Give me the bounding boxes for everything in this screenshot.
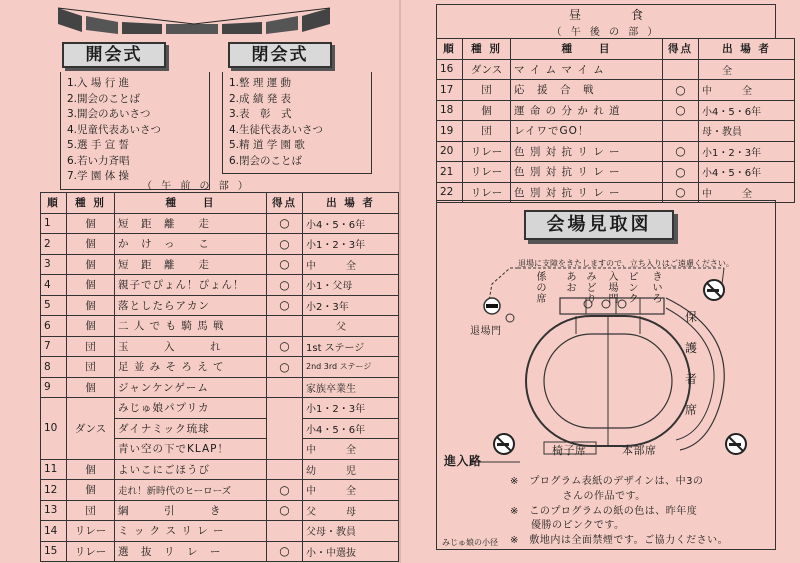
- row-number: 3: [41, 254, 67, 275]
- no-smoking-icon: [704, 280, 724, 300]
- column-header: 得点: [267, 193, 303, 214]
- row-points: ○: [267, 541, 303, 562]
- row-type: リレー: [67, 541, 115, 562]
- row-number: 21: [437, 162, 463, 183]
- row-number: 14: [41, 521, 67, 542]
- row-points: [267, 316, 303, 337]
- no-entry-notice: 退場に支障をきたしますので、立ち入りはご遠慮ください。: [518, 259, 734, 268]
- row-event: 綱 引 き: [115, 500, 267, 521]
- map-label-chair-area: 椅子席: [552, 444, 587, 457]
- row-event: 親子でぴょん！ぴょん！: [115, 275, 267, 296]
- row-number: 15: [41, 541, 67, 562]
- row-participants: 小4・5・6年: [303, 213, 399, 234]
- table-row: [41, 336, 399, 357]
- map-label-hq: 本部席: [622, 444, 657, 457]
- table-row: [41, 521, 399, 542]
- row-participants: 1st ステージ: [303, 336, 399, 357]
- column-header: 種 目: [115, 193, 267, 214]
- row-participants: 2nd 3rd ステージ: [303, 357, 399, 378]
- row-event: 色 別 対 抗 リ レ ー: [511, 182, 663, 203]
- row-number: 8: [41, 357, 67, 378]
- row-event: 短 距 離 走: [115, 254, 267, 275]
- row-event: 二 人 で も 騎 馬 戦: [115, 316, 267, 337]
- row-number: 4: [41, 275, 67, 296]
- row-number: 20: [437, 141, 463, 162]
- row-points: [663, 121, 699, 142]
- map-label-guardian-seats: 保 護 者 席: [684, 310, 710, 417]
- row-type: 個: [67, 480, 115, 501]
- column-header: 出 場 者: [699, 39, 795, 60]
- closing-ceremony-title: 閉会式: [228, 42, 332, 68]
- row-type: 団: [67, 336, 115, 357]
- row-participants: 小4・5・6年: [699, 100, 795, 121]
- table-row: [41, 500, 399, 521]
- row-type: 個: [67, 459, 115, 480]
- row-participants: 小・中選抜: [303, 541, 399, 562]
- row-participants: 小1・2・3年: [699, 141, 795, 162]
- row-participants: 中 全: [699, 182, 795, 203]
- column-header: 得点: [663, 39, 699, 60]
- row-points: ○: [267, 480, 303, 501]
- table-row: [41, 234, 399, 255]
- row-type: 個: [67, 377, 115, 398]
- row-participants: 小1・2・3年: [303, 398, 399, 419]
- row-type: 団: [67, 500, 115, 521]
- table-header-row: [437, 39, 795, 60]
- table-row: [437, 121, 795, 142]
- row-event: レイワでGO！: [511, 121, 663, 142]
- row-points: ○: [663, 141, 699, 162]
- map-label-pink: ピ ン ク: [628, 272, 639, 305]
- row-points: ○: [267, 234, 303, 255]
- row-number: 16: [437, 59, 463, 80]
- row-type: 個: [67, 234, 115, 255]
- row-points: ○: [663, 100, 699, 121]
- row-event: 色 別 対 抗 リ レ ー: [511, 162, 663, 183]
- lunch-header: [436, 4, 776, 38]
- row-points: [267, 377, 303, 398]
- lunch-title: 昼食: [568, 8, 693, 22]
- row-event: みじゅ娘パプリカ: [115, 398, 267, 419]
- row-type: リレー: [463, 141, 511, 162]
- row-points: ○: [267, 500, 303, 521]
- note-line: さんの作品です。: [510, 491, 646, 502]
- row-event: 色 別 対 抗 リ レ ー: [511, 141, 663, 162]
- row-number: 18: [437, 100, 463, 121]
- list-item: 5.選 手 宣 誓: [67, 139, 130, 151]
- no-smoking-icon: [726, 434, 746, 454]
- right-page: [400, 0, 800, 563]
- row-participants: 母・教員: [699, 121, 795, 142]
- row-type: 個: [67, 316, 115, 337]
- table-row: [41, 357, 399, 378]
- table-row: [41, 254, 399, 275]
- table-row: [41, 377, 399, 398]
- list-item: 2.成 績 発 表: [229, 92, 292, 105]
- row-event: マ イ ム マ イ ム: [511, 59, 663, 80]
- row-type: 個: [463, 100, 511, 121]
- morning-section-label: （ 午 前 の 部 ）: [142, 181, 251, 192]
- row-participants: 中 全: [303, 480, 399, 501]
- table-row: [41, 459, 399, 480]
- row-event: ミ ッ ク ス リ レ ー: [115, 521, 267, 542]
- row-event: 応 援 合 戦: [511, 80, 663, 101]
- row-event: 玉 入 れ: [115, 336, 267, 357]
- row-number: 13: [41, 500, 67, 521]
- row-type: リレー: [463, 162, 511, 183]
- row-number: 9: [41, 377, 67, 398]
- opening-ceremony-title: 開会式: [62, 42, 166, 68]
- note-line: 優勝のピンクです。: [510, 520, 625, 531]
- row-event: 選 抜 リ レ ー: [115, 541, 267, 562]
- morning-program-table: [40, 192, 399, 562]
- table-header-row: [41, 193, 399, 214]
- map-label-mido-a: あ お: [566, 272, 577, 294]
- closing-ceremony-list: [222, 72, 372, 174]
- note-line: ※ プログラム表紙のデザインは、中3の: [510, 476, 704, 487]
- row-participants: 中 全: [303, 254, 399, 275]
- row-number: 6: [41, 316, 67, 337]
- table-row: [41, 295, 399, 316]
- row-number: 19: [437, 121, 463, 142]
- table-row: [41, 398, 399, 419]
- row-points: [267, 459, 303, 480]
- column-header: 順: [437, 39, 463, 60]
- row-points: ○: [267, 357, 303, 378]
- list-item: 6.閉会のことば: [229, 154, 303, 167]
- row-event: 短 距 離 走: [115, 213, 267, 234]
- row-participants: 小4・5・6年: [699, 162, 795, 183]
- row-type: リレー: [463, 182, 511, 203]
- row-type: リレー: [67, 521, 115, 542]
- row-participants: 父 母: [303, 500, 399, 521]
- row-number: 17: [437, 80, 463, 101]
- afternoon-program-table: [436, 38, 795, 203]
- row-participants: 小1・2・3年: [303, 234, 399, 255]
- opening-ceremony-list: [60, 72, 210, 190]
- list-item: 3.開会のあいさつ: [67, 108, 151, 120]
- venue-map-title: 会場見取図: [524, 210, 674, 240]
- map-label-entry-gate: 入 場 門: [608, 272, 619, 305]
- table-row: [437, 80, 795, 101]
- row-event: ジャンケンゲーム: [115, 377, 267, 398]
- row-number: 2: [41, 234, 67, 255]
- table-row: [437, 100, 795, 121]
- row-event: 運 命 の 分 か れ 道: [511, 100, 663, 121]
- row-participants: 幼 児: [303, 459, 399, 480]
- column-header: 種 別: [67, 193, 115, 214]
- list-item: 6.若い力斉唱: [67, 154, 130, 167]
- row-points: [663, 59, 699, 80]
- row-points: ○: [267, 213, 303, 234]
- row-number: 5: [41, 295, 67, 316]
- row-number: 7: [41, 336, 67, 357]
- row-points: ○: [267, 275, 303, 296]
- row-event: 落としたらアカン: [115, 295, 267, 316]
- row-event: 足 並 み そ ろ え て: [115, 357, 267, 378]
- map-label-kiiro: き い ろ: [652, 272, 663, 305]
- row-type: 個: [67, 275, 115, 296]
- table-row: [437, 162, 795, 183]
- list-item: 5.精 道 学 園 歌: [229, 139, 305, 151]
- list-item: 4.生徒代表あいさつ: [229, 123, 324, 136]
- row-points: ○: [267, 295, 303, 316]
- table-row: [437, 141, 795, 162]
- table-row: [41, 275, 399, 296]
- list-item: 4.児童代表あいさつ: [67, 123, 162, 136]
- table-row: [41, 213, 399, 234]
- row-type: 団: [67, 357, 115, 378]
- column-header: 種 別: [463, 39, 511, 60]
- row-participants: 小2・3年: [303, 295, 399, 316]
- row-type: ダンス: [463, 59, 511, 80]
- row-points: ○: [267, 254, 303, 275]
- row-type: 個: [67, 254, 115, 275]
- row-participants: 父母・教員: [303, 521, 399, 542]
- row-type: 団: [463, 80, 511, 101]
- column-header: 出 場 者: [303, 193, 399, 214]
- row-event: 走れ！新時代のヒーローズ: [115, 480, 267, 501]
- row-points: ○: [663, 182, 699, 203]
- list-item: 7.学 園 体 操: [67, 170, 130, 182]
- row-points: ○: [663, 162, 699, 183]
- map-label-exit-gate: 退場門: [470, 326, 502, 337]
- column-header: 種 目: [511, 39, 663, 60]
- table-row: [41, 316, 399, 337]
- note-line: ※ 敷地内は全面禁煙です。ご協力ください。: [510, 535, 729, 546]
- map-label-staff-seats: 係 の 席: [536, 272, 547, 305]
- row-participants: 父: [303, 316, 399, 337]
- row-type: ダンス: [67, 398, 115, 460]
- row-event: ダイナミック琉球: [115, 418, 267, 439]
- list-item: 1.整 理 運 動: [229, 77, 292, 89]
- table-row: [437, 59, 795, 80]
- row-participants: 全: [699, 59, 795, 80]
- row-number: 1: [41, 213, 67, 234]
- row-participants: 中 全: [699, 80, 795, 101]
- map-label-mido-b: み ど り: [586, 272, 597, 305]
- row-points: ○: [267, 336, 303, 357]
- row-points: [267, 398, 303, 460]
- row-event: か け っ こ: [115, 234, 267, 255]
- row-type: 個: [67, 295, 115, 316]
- row-type: 個: [67, 213, 115, 234]
- row-participants: 中 全: [303, 439, 399, 460]
- note-line: ※ このプログラムの紙の色は、昨年度: [510, 506, 698, 517]
- no-smoking-icon: [494, 434, 514, 454]
- row-event: よいこにごほうび: [115, 459, 267, 480]
- row-number: 10: [41, 398, 67, 460]
- row-participants: 小1・父母: [303, 275, 399, 296]
- flag-banner-decoration: [58, 6, 330, 34]
- row-type: 団: [463, 121, 511, 142]
- row-number: 22: [437, 182, 463, 203]
- table-row: [41, 480, 399, 501]
- row-event: 青い空の下でKLAP！: [115, 439, 267, 460]
- row-participants: 小4・5・6年: [303, 418, 399, 439]
- row-points: ○: [663, 80, 699, 101]
- list-item: 1.入 場 行 進: [67, 77, 130, 89]
- table-row: [41, 541, 399, 562]
- row-number: 11: [41, 459, 67, 480]
- corner-caption: みじゅ娘の小径: [442, 538, 498, 547]
- list-item: 3.表 彰 式: [229, 108, 292, 120]
- afternoon-section-label: （ 午 後 の 部 ）: [551, 27, 661, 38]
- map-label-entry-road: 進入路: [444, 454, 482, 468]
- column-header: 順: [41, 193, 67, 214]
- row-participants: 家族卒業生: [303, 377, 399, 398]
- list-item: 2.開会のことば: [67, 92, 141, 105]
- row-number: 12: [41, 480, 67, 501]
- row-points: [267, 521, 303, 542]
